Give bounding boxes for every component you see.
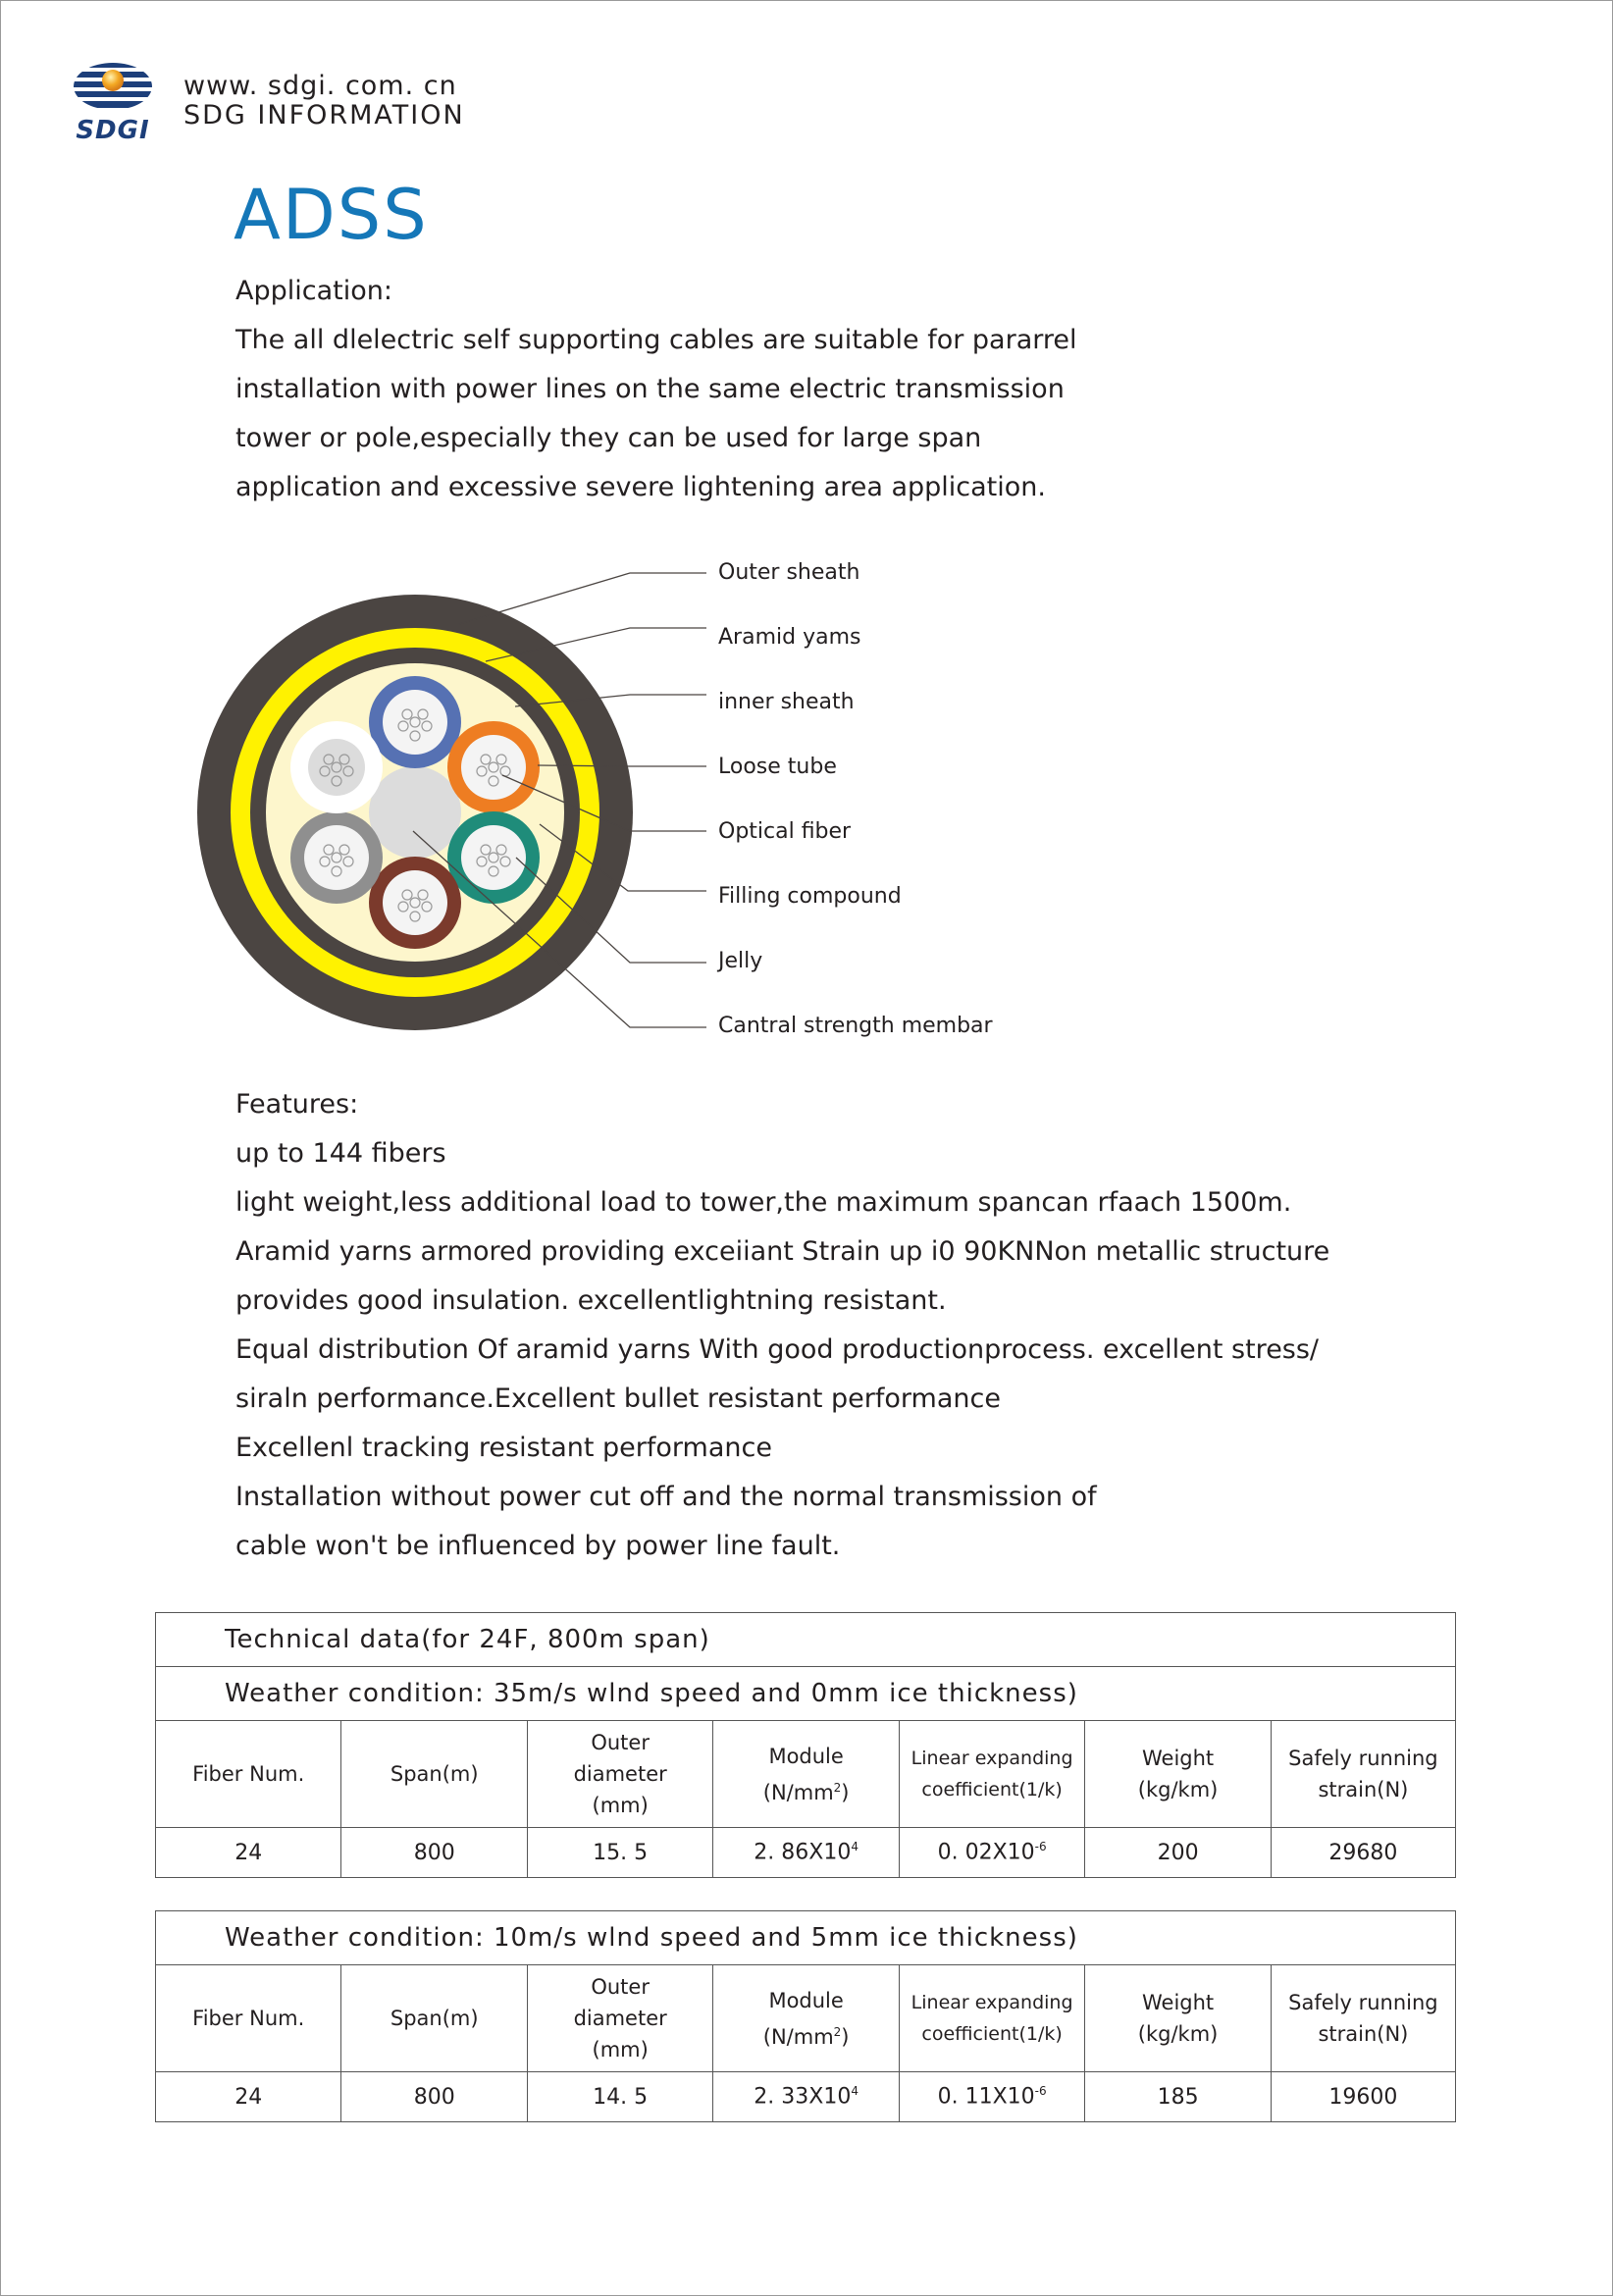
header-strain: Safely running strain(N) [1271,1965,1455,2072]
cell-linear-expanding: 0. $11X10^{-6}$ [899,2072,1084,2122]
cell-weight: 200 [1085,1828,1271,1878]
application-line: The all dlelectric self supporting cables are suitable for pararrel [235,325,1077,355]
logo-wordmark: SDGI [76,116,150,145]
loose-tube-blue [369,676,461,768]
central-strength-member [369,766,461,859]
header-module: Module $(N/mm^2)$ [713,1721,899,1828]
cell-fiber-num: 24 [156,2072,341,2122]
header-strain: Safely running strain(N) [1271,1721,1455,1828]
feature-line: up to 144 fibers [235,1138,446,1169]
cable-cross-section-diagram [186,549,1069,1060]
header-span: Span(m) [341,1721,527,1828]
header-outer-diameter: Outer diameter (mm) [527,1721,712,1828]
loose-tube-white [290,721,383,813]
loose-tube-brown [369,857,461,949]
feature-line: light weight,less additional load to tower,the maximum spancan rfaach 1500m. [235,1187,1292,1218]
loose-tube-orange [447,721,540,813]
features-section [235,1080,1329,1571]
header-weight: Weight (kg/km) [1085,1965,1271,2072]
company-name: SDG INFORMATION [183,100,465,130]
feature-line: Equal distribution Of aramid yarns With good productionprocess. excellent stress/ [235,1334,1320,1365]
cell-strain: 19600 [1271,2072,1455,2122]
cell-strain: 29680 [1271,1828,1455,1878]
feature-line: cable won't be influenced by power line fault. [235,1531,841,1561]
website-url[interactable]: www. sdgi. com. cn [183,71,457,101]
application-line: installation with power lines on the same electric transmission [235,374,1065,404]
table-header-row [156,1965,1456,2072]
loose-tube-teal [447,811,540,904]
header-linear-expanding: Linear expanding coefficient(1/k) [899,1721,1084,1828]
label-central-strength-member: Cantral strength membar [718,1014,993,1038]
cell-span: 800 [341,1828,527,1878]
cell-module: 2. $33X10^4$ [713,2072,899,2122]
table-row [156,1828,1456,1878]
application-section [235,267,1077,512]
label-optical-fiber: Optical fiber [718,819,852,844]
cell-outer-diameter: 15. 5 [527,1828,712,1878]
technical-data-table-1 [155,1612,1456,1878]
cell-span: 800 [341,2072,527,2122]
cell-weight: 185 [1085,2072,1271,2122]
cell-outer-diameter: 14. 5 [527,2072,712,2122]
header-fiber-num: Fiber Num. [156,1965,341,2072]
application-line: tower or pole,especially they can be used for large span [235,423,982,453]
technical-data-table-2 [155,1910,1456,2122]
header-outer-diameter: Outer diameter (mm) [527,1965,712,2072]
weather-condition-1: Weather condition: 35m/s wlnd speed and 0mm ice thickness) [156,1667,1456,1721]
feature-line: Aramid yarns armored providing exceiiant Strain up i0 90KNNon metallic structure [235,1236,1330,1267]
header-module: Module $(N/mm^2)$ [713,1965,899,2072]
label-outer-sheath: Outer sheath [718,560,860,585]
header-span: Span(m) [341,1965,527,2072]
label-aramid-yarns: Aramid yams [718,625,861,650]
technical-data-title: Technical data(for 24F, 800m span) [156,1613,1456,1667]
application-line: application and excessive severe lightening area application. [235,472,1046,502]
feature-line: Excellenl tracking resistant performance [235,1433,772,1463]
cell-module: 2. $86X10^4$ [713,1828,899,1878]
table-header-row [156,1721,1456,1828]
label-inner-sheath: inner sheath [718,690,855,714]
loose-tube-gray [290,811,383,904]
cell-linear-expanding: 0. $02X10^{-6}$ [899,1828,1084,1878]
application-heading: Application: [235,276,392,306]
weather-condition-2: Weather condition: 10m/s wlnd speed and 5mm ice thickness) [156,1911,1456,1965]
features-heading: Features: [235,1089,359,1120]
header-linear-expanding: Linear expanding coefficient(1/k) [899,1965,1084,2072]
label-filling-compound: Filling compound [718,884,902,909]
label-jelly: Jelly [718,949,763,973]
feature-line: provides good insulation. excellentlightning resistant. [235,1285,947,1316]
table-row [156,2072,1456,2122]
feature-line: siraln performance.Excellent bullet resistant performance [235,1383,1001,1414]
cell-fiber-num: 24 [156,1828,341,1878]
page-title: ADSS [234,175,429,255]
feature-line: Installation without power cut off and the normal transmission of [235,1482,1097,1512]
header-weight: Weight (kg/km) [1085,1721,1271,1828]
header-fiber-num: Fiber Num. [156,1721,341,1828]
label-loose-tube: Loose tube [718,755,837,779]
